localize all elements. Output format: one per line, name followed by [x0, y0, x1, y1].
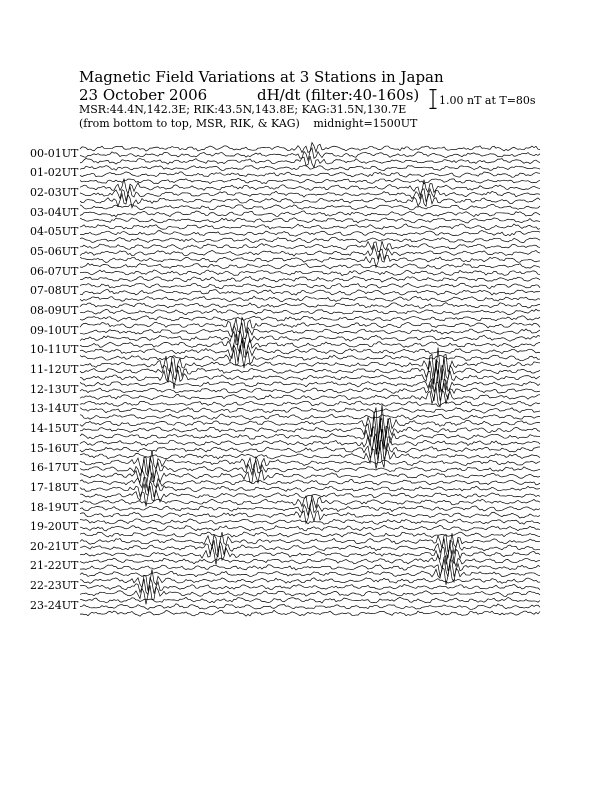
- hour-label: 13-14UT: [30, 402, 79, 416]
- hour-label: 00-01UT: [30, 146, 79, 160]
- hour-label: 18-19UT: [30, 500, 79, 514]
- hour-label: 22-23UT: [30, 579, 79, 593]
- trace-line-RIK: [80, 525, 540, 531]
- trace-line-RIK: [80, 270, 540, 276]
- trace-line-MSR: [80, 253, 540, 267]
- trace-line-MSR: [80, 296, 540, 302]
- filter-label: dH/dt (filter:40-160s): [257, 86, 420, 104]
- trace-line-KAG: [80, 166, 540, 171]
- hour-label: 14-15UT: [30, 421, 79, 435]
- trace-line-MSR: [80, 316, 540, 322]
- trace-line-RIK: [80, 211, 540, 217]
- trace-line-KAG: [80, 597, 540, 603]
- trace-line-KAG: [80, 241, 540, 252]
- hour-label: 04-05UT: [30, 225, 79, 239]
- hour-label: 11-12UT: [30, 362, 79, 376]
- trace-line-MSR: [80, 610, 540, 616]
- hour-label: 01-02UT: [30, 166, 79, 180]
- hour-label: 17-18UT: [30, 480, 79, 494]
- hour-label: 16-17UT: [30, 461, 79, 475]
- trace-line-RIK: [80, 230, 540, 236]
- trace-line-KAG: [80, 401, 540, 407]
- hour-label: 03-04UT: [30, 205, 79, 219]
- scale-label: 1.00 nT at T=80s: [439, 94, 536, 107]
- trace-line-MSR: [80, 532, 540, 538]
- midnight-note: midnight=1500UT: [313, 117, 418, 130]
- hour-label: 15-16UT: [30, 441, 79, 455]
- hour-label: 23-24UT: [30, 598, 79, 612]
- chart-title: Magnetic Field Variations at 3 Stations in Japan: [79, 68, 444, 86]
- hour-label: 10-11UT: [30, 343, 79, 357]
- trace-line-KAG: [80, 204, 540, 210]
- stations-label: MSR:44.4N,142.3E; RIK:43.5N,143.8E; KAG:31.5N,130.7E: [79, 103, 407, 116]
- hour-label: 07-08UT: [30, 284, 79, 298]
- trace-line-KAG: [80, 334, 540, 357]
- trace-line-KAG: [80, 224, 540, 230]
- trace-line-KAG: [80, 283, 540, 288]
- hour-label: 21-22UT: [30, 559, 79, 573]
- trace-line-MSR: [80, 237, 540, 243]
- trace-line-MSR: [80, 276, 540, 282]
- trace-line-MSR: [80, 414, 540, 420]
- hour-label: 05-06UT: [30, 245, 79, 259]
- trace-line-RIK: [80, 407, 540, 413]
- hour-label: 09-10UT: [30, 323, 79, 337]
- trace-line-RIK: [80, 290, 540, 296]
- trace-line-KAG: [80, 519, 540, 524]
- trace-line-KAG: [80, 347, 540, 380]
- hour-label: 12-13UT: [30, 382, 79, 396]
- trace-line-KAG: [80, 263, 540, 269]
- hour-label: 19-20UT: [30, 520, 79, 534]
- trace-line-KAG: [80, 429, 540, 454]
- trace-line-MSR: [80, 156, 540, 167]
- trace-line-MSR: [80, 508, 540, 523]
- date-label: 23 October 2006: [79, 86, 208, 104]
- hour-label: 02-03UT: [30, 186, 79, 200]
- trace-line-RIK: [80, 604, 540, 610]
- trace-line-KAG: [80, 303, 540, 309]
- station-order-note: (from bottom to top, MSR, RIK, & KAG): [79, 117, 300, 130]
- trace-line-MSR: [80, 178, 540, 183]
- hour-label: 08-09UT: [30, 304, 79, 318]
- hour-label: 06-07UT: [30, 264, 79, 278]
- trace-line-RIK: [80, 382, 540, 401]
- trace-line-MSR: [80, 218, 540, 223]
- trace-line-RIK: [80, 309, 540, 315]
- trace-line-RIK: [80, 172, 540, 177]
- hour-label: 20-21UT: [30, 539, 79, 553]
- trace-line-MSR: [80, 194, 540, 208]
